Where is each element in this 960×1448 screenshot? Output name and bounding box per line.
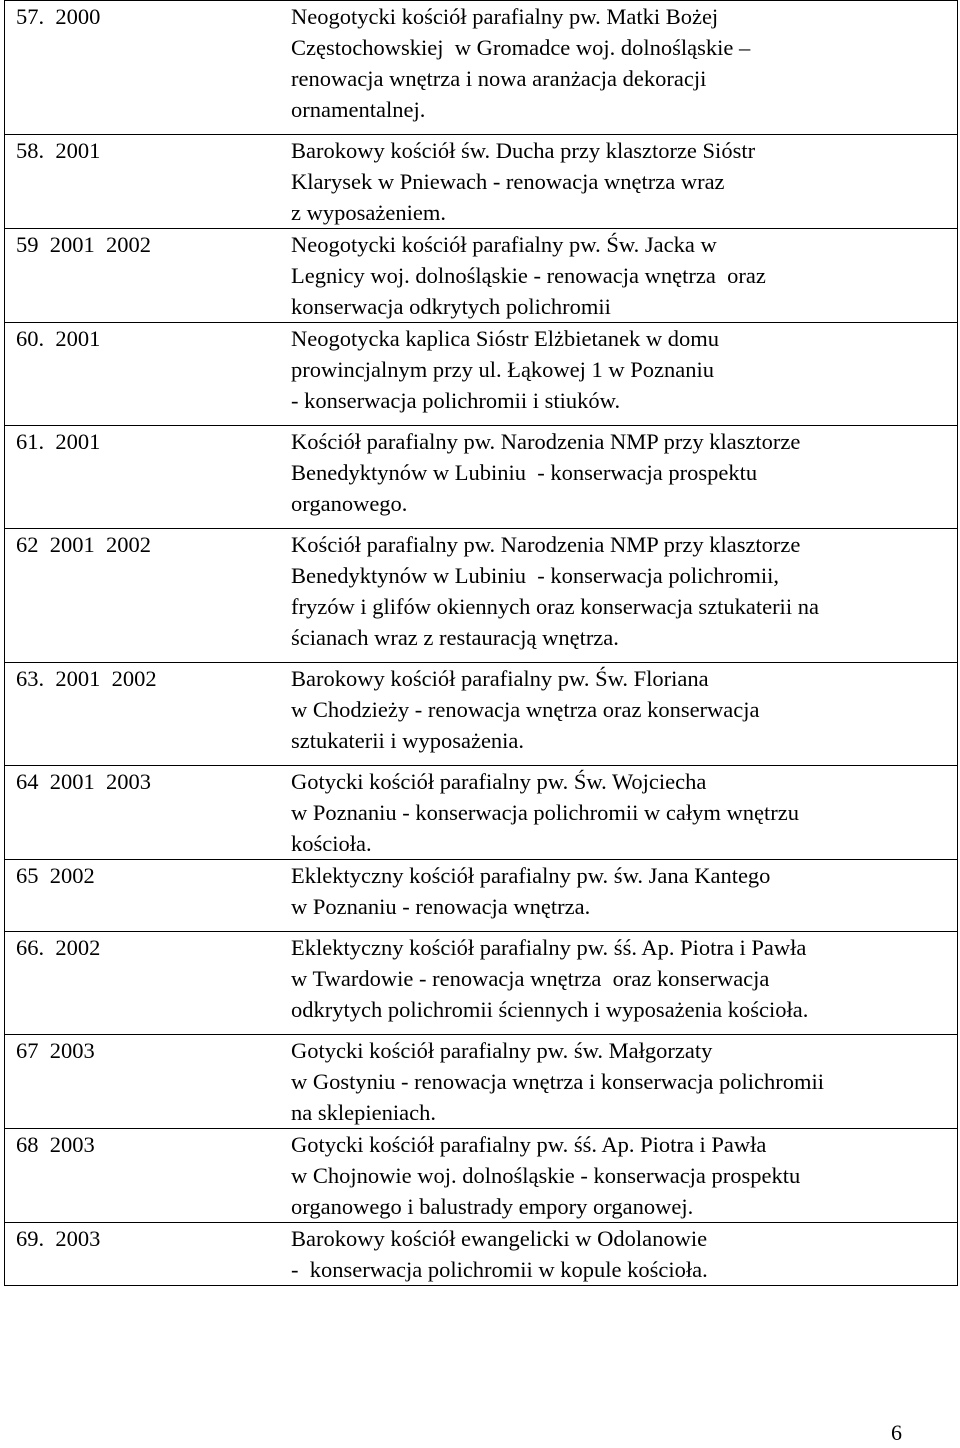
table-cell	[5, 1, 958, 135]
description-line: Kościół parafialny pw. Narodzenia NMP przy klasztorze	[291, 429, 801, 454]
entry-description	[283, 766, 957, 859]
description-line: organowego.	[291, 491, 408, 516]
description-line: - konserwacja polichromii i stiuków.	[291, 388, 621, 413]
description-line: Benedyktynów w Lubiniu - konserwacja prospektu	[291, 460, 758, 485]
entry-number-year: 57. 2000	[16, 4, 101, 29]
description-line: Częstochowskiej w Gromadce woj. dolnośląskie –	[291, 35, 751, 60]
entry-description	[283, 860, 957, 922]
table-cell	[5, 766, 958, 860]
table-row	[5, 1, 958, 135]
entry-number-year: 69. 2003	[16, 1226, 101, 1251]
entry-description	[283, 1, 957, 125]
description-line: Neogotycki kościół parafialny pw. Św. Jacka w	[291, 232, 717, 257]
description-line: prowincjalnym przy ul. Łąkowej 1 w Poznaniu	[291, 357, 715, 382]
entry-description	[283, 932, 957, 1025]
entry-number-year: 58. 2001	[16, 138, 101, 163]
entry-description	[283, 135, 957, 228]
projects-table	[4, 0, 958, 1286]
description-line: w Twardowie - renowacja wnętrza oraz konserwacja	[291, 966, 770, 991]
description-line: Eklektyczny kościół parafialny pw. św. Jana Kantego	[291, 863, 771, 888]
table-row	[5, 766, 958, 860]
entry-description	[283, 229, 957, 322]
table-cell	[5, 1035, 958, 1129]
description-line: na sklepieniach.	[291, 1100, 436, 1125]
description-line: Gotycki kościół parafialny pw. Św. Wojciecha	[291, 769, 707, 794]
entry-description	[283, 426, 957, 519]
table-cell	[5, 663, 958, 766]
description-line: Barokowy kościół ewangelicki w Odolanowie	[291, 1226, 708, 1251]
projects-table-body	[5, 1, 958, 1286]
table-row	[5, 1035, 958, 1129]
description-line: Legnicy woj. dolnośląskie - renowacja wnętrza oraz	[291, 263, 766, 288]
description-line: organowego i balustrady empory organowej.	[291, 1194, 694, 1219]
entry-description	[283, 323, 957, 416]
description-line: Gotycki kościół parafialny pw. śś. Ap. Piotra i Pawła	[291, 1132, 767, 1157]
table-cell	[5, 1223, 958, 1286]
description-line: Kościół parafialny pw. Narodzenia NMP przy klasztorze	[291, 532, 801, 557]
table-row	[5, 932, 958, 1035]
page-number: 6	[891, 1420, 902, 1445]
description-line: Klarysek w Pniewach - renowacja wnętrza wraz	[291, 169, 725, 194]
entry-number-year: 66. 2002	[16, 935, 101, 960]
entry-number-year: 68 2003	[16, 1132, 95, 1157]
table-row	[5, 135, 958, 229]
table-cell	[5, 229, 958, 323]
table-row	[5, 529, 958, 663]
description-line: Neogotycka kaplica Sióstr Elżbietanek w domu	[291, 326, 720, 351]
entry-description	[283, 1035, 957, 1128]
description-line: w Poznaniu - konserwacja polichromii w całym wnętrzu	[291, 800, 799, 825]
table-cell	[5, 426, 958, 529]
description-line: renowacja wnętrza i nowa aranżacja dekoracji	[291, 66, 707, 91]
entry-number-year: 62 2001 2002	[16, 532, 151, 557]
description-line: ornamentalnej.	[291, 97, 426, 122]
description-line: Barokowy kościół św. Ducha przy klasztorze Sióstr	[291, 138, 756, 163]
table-cell	[5, 529, 958, 663]
entry-number-year: 64 2001 2003	[16, 769, 151, 794]
entry-number-year: 61. 2001	[16, 429, 101, 454]
description-line: Eklektyczny kościół parafialny pw. śś. Ap. Piotra i Pawła	[291, 935, 807, 960]
entry-number-year: 65 2002	[16, 863, 95, 888]
table-cell	[5, 323, 958, 426]
table-cell	[5, 1129, 958, 1223]
entry-description	[283, 1223, 957, 1285]
description-line: odkrytych polichromii ściennych i wyposażenia kościoła.	[291, 997, 809, 1022]
entry-number-year: 67 2003	[16, 1038, 95, 1063]
description-line: Gotycki kościół parafialny pw. św. Małgorzaty	[291, 1038, 713, 1063]
entry-description	[283, 663, 957, 756]
table-row	[5, 1129, 958, 1223]
description-line: - konserwacja polichromii w kopule kościoła.	[291, 1257, 708, 1282]
table-cell	[5, 860, 958, 932]
description-line: Neogotycki kościół parafialny pw. Matki Bożej	[291, 4, 719, 29]
description-line: w Gostyniu - renowacja wnętrza i konserwacja polichromii	[291, 1069, 824, 1094]
entry-description	[283, 1129, 957, 1222]
table-cell	[5, 135, 958, 229]
entry-number-year: 63. 2001 2002	[16, 666, 157, 691]
table-row	[5, 860, 958, 932]
entry-number-year: 59 2001 2002	[16, 232, 151, 257]
entry-description	[283, 529, 957, 653]
description-line: konserwacja odkrytych polichromii	[291, 294, 611, 319]
table-row	[5, 663, 958, 766]
description-line: ścianach wraz z restauracją wnętrza.	[291, 625, 619, 650]
table-row	[5, 229, 958, 323]
description-line: sztukaterii i wyposażenia.	[291, 728, 525, 753]
description-line: Barokowy kościół parafialny pw. Św. Floriana	[291, 666, 709, 691]
description-line: w Poznaniu - renowacja wnętrza.	[291, 894, 591, 919]
description-line: kościoła.	[291, 831, 372, 856]
description-line: w Chojnowie woj. dolnośląskie - konserwacja prospektu	[291, 1163, 801, 1188]
entry-number-year: 60. 2001	[16, 326, 101, 351]
table-row	[5, 1223, 958, 1286]
description-line: Benedyktynów w Lubiniu - konserwacja polichromii,	[291, 563, 780, 588]
description-line: z wyposażeniem.	[291, 200, 446, 225]
table-row	[5, 426, 958, 529]
description-line: fryzów i glifów okiennych oraz konserwacja sztukaterii na	[291, 594, 819, 619]
table-row	[5, 323, 958, 426]
description-line: w Chodzieży - renowacja wnętrza oraz konserwacja	[291, 697, 760, 722]
table-cell	[5, 932, 958, 1035]
